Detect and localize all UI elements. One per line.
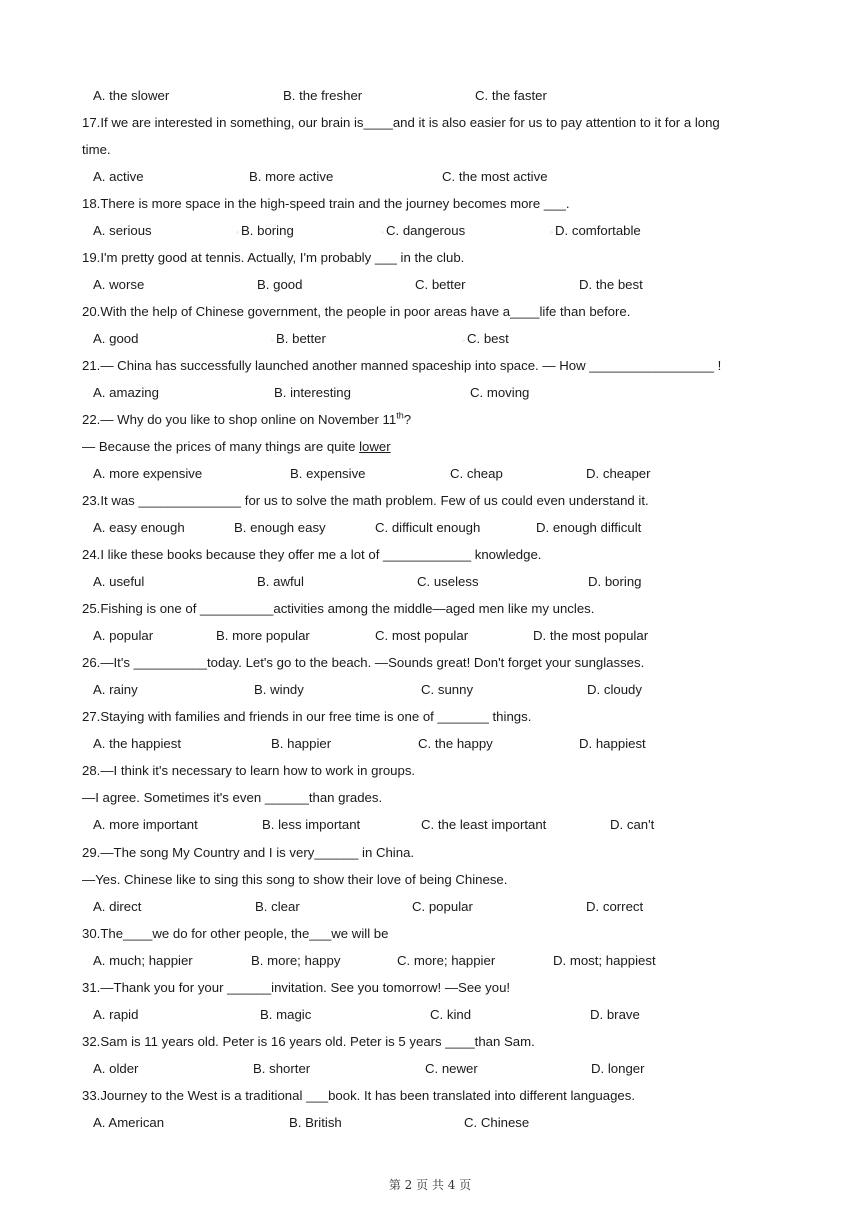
underlined-word: lower <box>359 439 391 454</box>
q26-text: 26.—It's __________today. Let's go to the beach. —Sounds great! Don't forget your sunglasses. <box>82 655 645 670</box>
q29-option-d[interactable]: D. correct <box>586 899 644 914</box>
q27-option-d[interactable]: D. happiest <box>579 736 646 751</box>
q22-option-d[interactable]: D. cheaper <box>586 466 651 481</box>
q18-option-a[interactable]: A. serious <box>93 223 152 238</box>
q31-option-a[interactable]: A. rapid <box>93 1007 139 1022</box>
q28-option-c[interactable]: C. the least important <box>421 817 547 832</box>
q23-option-d[interactable]: D. enough difficult <box>536 520 642 535</box>
q20-text: 20.With the help of Chinese government, the people in poor areas have a____life than before. <box>82 304 631 319</box>
q33-option-b[interactable]: B. British <box>289 1115 342 1130</box>
q17-option-c[interactable]: C. the most active <box>442 169 548 184</box>
q22-option-b[interactable]: B. expensive <box>290 466 366 481</box>
bullet-icon: ◦ <box>381 228 384 237</box>
q23-text: 23.It was ______________ for us to solve the math problem. Few of us could even understand it. <box>82 493 649 508</box>
q30-option-a[interactable]: A. much; happier <box>93 953 193 968</box>
q26-option-b[interactable]: B. windy <box>254 682 304 697</box>
q24-option-c[interactable]: C. useless <box>417 574 479 589</box>
q28-option-d[interactable]: D. can't <box>610 817 655 832</box>
q29-option-a[interactable]: A. direct <box>93 899 142 914</box>
q29-text-cont: —Yes. Chinese like to sing this song to show their love of being Chinese. <box>82 872 508 887</box>
q22-option-c[interactable]: C. cheap <box>450 466 503 481</box>
q25-text: 25.Fishing is one of __________activities among the middle—aged men like my uncles. <box>82 601 595 616</box>
q28-option-a[interactable]: A. more important <box>93 817 198 832</box>
q21-option-c[interactable]: C. moving <box>470 385 530 400</box>
q24-option-d[interactable]: D. boring <box>588 574 642 589</box>
q17-text: 17.If we are interested in something, our brain is____and it is also easier for us to pay attention to it for a long <box>82 115 720 130</box>
ordinal-suffix: th <box>396 410 404 421</box>
q25-option-d[interactable]: D. the most popular <box>533 628 649 643</box>
q16-option-a[interactable]: A. the slower <box>93 88 170 103</box>
q31-option-b[interactable]: B. magic <box>260 1007 312 1022</box>
q16-option-c[interactable]: C. the faster <box>475 88 547 103</box>
q18-option-d[interactable]: ◦ D. comfortable <box>555 223 641 239</box>
q18-option-b[interactable]: ◦ B. boring <box>241 223 294 239</box>
q19-option-c[interactable]: C. better <box>415 277 466 292</box>
q20-option-a[interactable]: A. good <box>93 331 139 346</box>
q24-text: 24.I like these books because they offer me a lot of ____________ knowledge. <box>82 547 542 562</box>
q26-option-a[interactable]: A. rainy <box>93 682 138 697</box>
q25-option-a[interactable]: A. popular <box>93 628 154 643</box>
q31-option-c[interactable]: C. kind <box>430 1007 472 1022</box>
q32-option-d[interactable]: D. longer <box>591 1061 645 1076</box>
q17-text-cont: time. <box>82 142 111 157</box>
q33-text: 33.Journey to the West is a traditional ___book. It has been translated into different languages. <box>82 1088 636 1103</box>
q17-option-b[interactable]: B. more active <box>249 169 334 184</box>
q22-option-a[interactable]: A. more expensive <box>93 466 203 481</box>
bullet-icon: ◦ <box>462 336 465 345</box>
q32-option-a[interactable]: A. older <box>93 1061 139 1076</box>
q30-option-b[interactable]: B. more; happy <box>251 953 341 968</box>
q19-text: 19.I'm pretty good at tennis. Actually, I'm probably ___ in the club. <box>82 250 465 265</box>
q29-option-b[interactable]: B. clear <box>255 899 300 914</box>
q27-text: 27.Staying with families and friends in our free time is one of _______ things. <box>82 709 532 724</box>
q24-option-a[interactable]: A. useful <box>93 574 145 589</box>
q30-option-d[interactable]: D. most; happiest <box>553 953 656 968</box>
q31-text: 31.—Thank you for your ______invitation. See you tomorrow! —See you! <box>82 980 511 995</box>
bullet-icon: ◦ <box>271 336 274 345</box>
q21-text: 21.— China has successfully launched another manned spaceship into space. — How _________________ ! <box>82 358 722 373</box>
q19-option-a[interactable]: A. worse <box>93 277 145 292</box>
q23-option-b[interactable]: B. enough easy <box>234 520 326 535</box>
q29-text: 29.—The song My Country and I is very______ in China. <box>82 845 415 860</box>
bullet-icon: ◦ <box>550 228 553 237</box>
q20-option-b[interactable]: ◦ B. better <box>276 331 326 347</box>
q32-option-b[interactable]: B. shorter <box>253 1061 311 1076</box>
q20-option-c[interactable]: ◦ C. best <box>467 331 509 347</box>
q31-option-d[interactable]: D. brave <box>590 1007 640 1022</box>
q19-option-b[interactable]: B. good <box>257 277 303 292</box>
q16-option-b[interactable]: B. the fresher <box>283 88 363 103</box>
q27-option-c[interactable]: C. the happy <box>418 736 493 751</box>
q18-option-c[interactable]: ◦ C. dangerous <box>386 223 465 239</box>
q26-option-d[interactable]: D. cloudy <box>587 682 642 697</box>
q27-option-a[interactable]: A. the happiest <box>93 736 181 751</box>
q19-option-d[interactable]: D. the best <box>579 277 643 292</box>
bullet-icon: ◦ <box>236 228 239 237</box>
q21-option-b[interactable]: B. interesting <box>274 385 351 400</box>
q33-option-a[interactable]: A. American <box>93 1115 165 1130</box>
q21-option-a[interactable]: A. amazing <box>93 385 159 400</box>
q27-option-b[interactable]: B. happier <box>271 736 332 751</box>
q23-option-c[interactable]: C. difficult enough <box>375 520 481 535</box>
q30-text: 30.The____we do for other people, the___we will be <box>82 926 389 941</box>
q32-text: 32.Sam is 11 years old. Peter is 16 years old. Peter is 5 years ____than Sam. <box>82 1034 535 1049</box>
q25-option-b[interactable]: B. more popular <box>216 628 310 643</box>
q18-text: 18.There is more space in the high-speed train and the journey becomes more ___. <box>82 196 570 211</box>
q32-option-c[interactable]: C. newer <box>425 1061 478 1076</box>
q30-option-c[interactable]: C. more; happier <box>397 953 496 968</box>
q28-text: 28.—I think it's necessary to learn how to work in groups. <box>82 763 416 778</box>
q26-option-c[interactable]: C. sunny <box>421 682 474 697</box>
q22-text-cont: — Because the prices of many things are quite lower <box>82 439 391 454</box>
q22-text: 22.— Why do you like to shop online on November 11th? <box>82 410 412 427</box>
q17-option-a[interactable]: A. active <box>93 169 144 184</box>
q28-text-cont: —I agree. Sometimes it's even ______than grades. <box>82 790 383 805</box>
q28-option-b[interactable]: B. less important <box>262 817 361 832</box>
page-footer: 第 2 页 共 4 页 <box>388 1178 472 1192</box>
q29-option-c[interactable]: C. popular <box>412 899 473 914</box>
q33-option-c[interactable]: C. Chinese <box>464 1115 530 1130</box>
q23-option-a[interactable]: A. easy enough <box>93 520 185 535</box>
q24-option-b[interactable]: B. awful <box>257 574 304 589</box>
q25-option-c[interactable]: C. most popular <box>375 628 469 643</box>
